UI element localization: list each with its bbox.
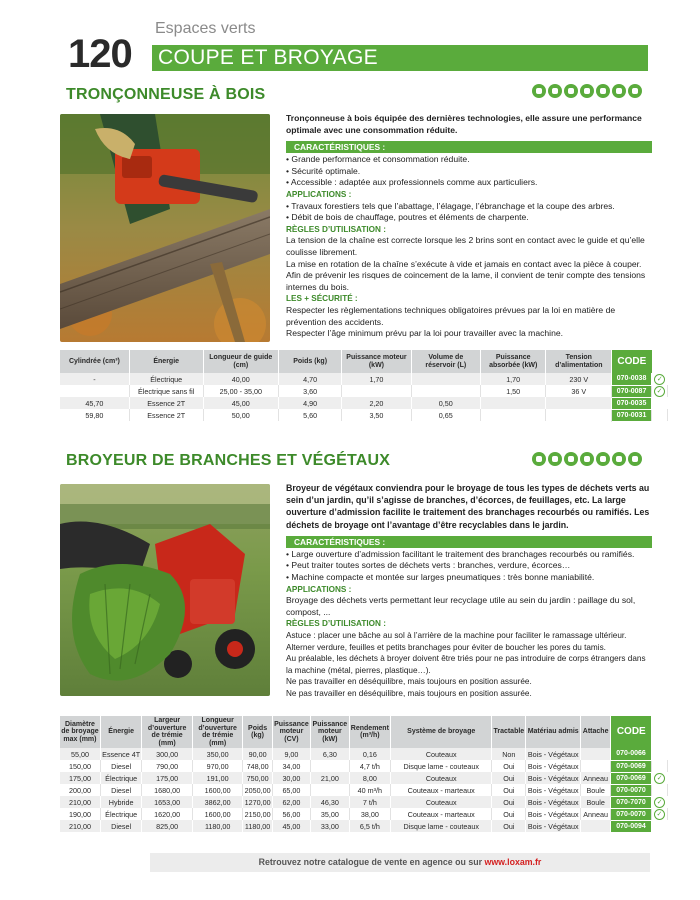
eco-mark-cell bbox=[651, 760, 667, 772]
section-label: Espaces verts bbox=[155, 20, 256, 37]
chainsaw-spec-table bbox=[60, 350, 668, 422]
table-row bbox=[60, 784, 668, 796]
boots-icon bbox=[596, 84, 610, 98]
table-cell: Couteaux - marteaux bbox=[391, 784, 492, 796]
table-cell: 825,00 bbox=[142, 820, 193, 832]
table-cell: 50,00 bbox=[203, 409, 278, 421]
table-cell: 210,00 bbox=[60, 796, 100, 808]
table-cell: 35,00 bbox=[311, 808, 349, 820]
table-cell: 200,00 bbox=[60, 784, 100, 796]
table-cell: 90,00 bbox=[243, 748, 272, 760]
table-cell bbox=[580, 760, 610, 772]
chainsaw-title: TRONÇONNEUSE À BOIS bbox=[66, 86, 266, 103]
table-cell: Bois - Végétaux bbox=[527, 797, 579, 807]
chainsaw-features-list bbox=[286, 154, 652, 189]
product-code-cell: 070-0070 bbox=[611, 784, 651, 796]
table-cell: Électrique bbox=[129, 373, 203, 385]
table-cell: 6,30 bbox=[311, 748, 349, 760]
chainsaw-rules-text: La tension de la chaîne est correcte lorsque les 2 brins sont en contact avec le guide et qu’elle coulisse librement. La mise en rotation de la chaîne s’exécute à vide et jamais en contact avec la pièce à couper. Afin de prévenir les risques de coincement de la lame, il convient de tenir compte des tensions internes du bois. bbox=[286, 235, 646, 292]
table-cell: 45,00 bbox=[272, 820, 310, 832]
table-cell: 1620,00 bbox=[142, 808, 193, 820]
product-code-cell: 070-0069 bbox=[611, 772, 651, 784]
table-cell: 36 V bbox=[546, 385, 612, 397]
table-cell: Anneau bbox=[580, 808, 610, 820]
table-row bbox=[60, 820, 668, 832]
shredder-table-body bbox=[60, 748, 668, 832]
table-cell: 21,00 bbox=[311, 772, 349, 784]
table-cell: 5,60 bbox=[279, 409, 342, 421]
table-cell: 6,5 t/h bbox=[349, 820, 391, 832]
worker-icon bbox=[628, 452, 642, 466]
table-cell: 350,00 bbox=[192, 748, 243, 760]
table-cell: Essence 2T bbox=[129, 397, 203, 409]
helmet-icon bbox=[564, 84, 578, 98]
column-header: Énergie bbox=[129, 350, 203, 373]
table-cell bbox=[342, 385, 411, 397]
ear-protection-icon bbox=[548, 452, 562, 466]
table-cell: 748,00 bbox=[243, 760, 272, 772]
table-cell: Oui bbox=[492, 784, 526, 796]
product-code-cell: 070-0031 bbox=[612, 409, 652, 421]
eco-mark-cell bbox=[652, 397, 668, 409]
table-row bbox=[60, 760, 668, 772]
table-cell: 970,00 bbox=[192, 760, 243, 772]
shredder-rules-heading: RÈGLES D’UTILISATION : bbox=[286, 619, 386, 629]
table-cell bbox=[60, 385, 129, 397]
table-cell: 46,30 bbox=[311, 796, 349, 808]
table-cell: 175,00 bbox=[60, 772, 100, 784]
eco-leaf-icon: ✓ bbox=[654, 797, 665, 808]
chainsaw-applications-list bbox=[286, 201, 652, 224]
table-cell: 62,00 bbox=[272, 796, 310, 808]
gloves-icon bbox=[580, 452, 594, 466]
column-header: Tractable bbox=[492, 716, 526, 748]
table-cell bbox=[480, 409, 545, 421]
eco-mark-cell bbox=[651, 784, 667, 796]
chainsaw-features-heading: CARACTÉRISTIQUES : bbox=[286, 141, 652, 153]
table-cell: 790,00 bbox=[142, 760, 193, 772]
column-header: Rendement (m³/h) bbox=[349, 716, 391, 748]
table-cell: 9,00 bbox=[272, 748, 310, 760]
product-code-cell: 070-0035 bbox=[612, 397, 652, 409]
page-number: 120 bbox=[68, 32, 132, 76]
column-header: Attache bbox=[580, 716, 610, 748]
column-header: Diamètre de broyage max (mm) bbox=[60, 716, 100, 748]
table-cell: Électrique sans fil bbox=[129, 385, 203, 397]
footer-link[interactable]: www.loxam.fr bbox=[484, 857, 542, 867]
shredder-description bbox=[286, 482, 652, 700]
category-header: COUPE ET BROYAGE bbox=[152, 45, 648, 71]
table-cell: 2,20 bbox=[342, 397, 411, 409]
table-cell: Boule bbox=[580, 796, 610, 808]
list-item: • Accessible : adaptée aux professionnels comme aux particuliers. bbox=[286, 177, 652, 189]
list-item: • Travaux forestiers tels que l’abattage, l’élagage, l’ébranchage et la coupe des arbres. bbox=[286, 201, 652, 213]
mask-icon bbox=[628, 84, 642, 98]
eco-mark-cell bbox=[652, 385, 668, 397]
gloves-icon bbox=[580, 84, 594, 98]
table-cell: 1180,00 bbox=[192, 820, 243, 832]
chainsaw-description bbox=[286, 113, 652, 340]
table-cell: Électrique bbox=[100, 808, 141, 820]
table-cell bbox=[411, 385, 480, 397]
table-cell: Bois - Végétaux bbox=[527, 749, 579, 759]
column-header: Volume de réservoir (L) bbox=[411, 350, 480, 373]
table-cell: 1,50 bbox=[480, 385, 545, 397]
table-cell: 30,00 bbox=[272, 772, 310, 784]
boots-icon bbox=[596, 452, 610, 466]
chainsaw-safety-heading: LES + SÉCURITÉ : bbox=[286, 294, 358, 304]
table-cell: 40,00 bbox=[203, 373, 278, 385]
ear-protection-icon bbox=[548, 84, 562, 98]
table-cell: 7 t/h bbox=[349, 796, 391, 808]
footer-text: Retrouvez notre catalogue de vente en agence ou sur bbox=[258, 857, 485, 867]
product-code-cell: 070-0087 bbox=[612, 385, 652, 397]
table-cell: 1600,00 bbox=[192, 808, 243, 820]
table-cell: 1680,00 bbox=[142, 784, 193, 796]
table-cell: 38,00 bbox=[349, 808, 391, 820]
table-cell: 25,00 - 35,00 bbox=[203, 385, 278, 397]
eco-leaf-icon: ✓ bbox=[654, 773, 665, 784]
table-cell bbox=[411, 373, 480, 385]
eco-mark-cell bbox=[651, 796, 667, 808]
eco-mark-cell bbox=[651, 772, 667, 784]
shredder-lead: Broyeur de végétaux conviendra pour le broyage de tous les types de déchets verts au sein d’un jardin, qu’il s’agisse de branches, d’écorces, de feuillages, etc. La large ouverture d’admission facilite le traitement des branchages recourbés ou ramifiés. Les déchets de broyage ont l’avantage d’être recyclables dans le jardin. bbox=[286, 483, 650, 530]
column-header: Puissance moteur (kW) bbox=[311, 716, 349, 748]
column-header-code: CODE bbox=[612, 350, 652, 373]
product-code-cell: 070-0070 bbox=[611, 808, 651, 820]
table-cell bbox=[546, 409, 612, 421]
chainsaw-safety-icons bbox=[532, 84, 642, 98]
table-cell bbox=[480, 397, 545, 409]
column-header: Matériau admis bbox=[526, 716, 581, 748]
table-cell: 59,80 bbox=[60, 409, 129, 421]
chainsaw-photo bbox=[60, 114, 270, 342]
table-cell: Oui bbox=[492, 808, 526, 820]
shredder-applications-text: Broyage des déchets verts permettant leur recyclage utile au sein du jardin : paillage du sol, compost, ... bbox=[286, 595, 636, 617]
table-cell: Anneau bbox=[580, 772, 610, 784]
table-cell bbox=[311, 760, 349, 772]
table-cell: Non bbox=[492, 748, 526, 760]
footer-banner bbox=[150, 853, 650, 872]
table-cell: Bois - Végétaux bbox=[527, 821, 579, 831]
table-cell: 1600,00 bbox=[192, 784, 243, 796]
table-cell: Couteaux - marteaux bbox=[391, 808, 492, 820]
column-header: Puissance moteur (kW) bbox=[342, 350, 411, 373]
eco-leaf-icon: ✓ bbox=[654, 374, 665, 385]
chainsaw-lead: Tronçonneuse à bois équipée des dernières technologies, elle assure une performance optimale avec une consommation réduite. bbox=[286, 113, 642, 135]
table-row bbox=[60, 808, 668, 820]
list-item: • Peut traiter toutes sortes de déchets verts : branches, verdure, écorces… bbox=[286, 560, 652, 572]
table-row bbox=[60, 373, 668, 385]
shredder-applications-heading: APPLICATIONS : bbox=[286, 584, 352, 594]
table-cell: Diesel bbox=[100, 784, 141, 796]
table-cell: Couteaux bbox=[391, 772, 492, 784]
column-header: Cylindrée (cm³) bbox=[60, 350, 129, 373]
table-cell: Bois - Végétaux bbox=[527, 761, 579, 771]
table-cell: 65,00 bbox=[272, 784, 310, 796]
list-item: • Machine compacte et montée sur larges pneumatiques : très bonne maniabilité. bbox=[286, 572, 652, 584]
table-cell: Boule bbox=[580, 784, 610, 796]
table-cell: 230 V bbox=[546, 373, 612, 385]
helmet-icon bbox=[564, 452, 578, 466]
table-cell: Électrique bbox=[100, 772, 141, 784]
table-cell: 210,00 bbox=[60, 820, 100, 832]
shredder-features-list bbox=[286, 549, 652, 584]
table-cell bbox=[580, 748, 610, 760]
table-cell: 1,70 bbox=[342, 373, 411, 385]
shredder-features-heading: CARACTÉRISTIQUES : bbox=[286, 536, 652, 548]
column-header: Longueur d’ouverture de trémie (mm) bbox=[192, 716, 243, 748]
table-cell: 1180,00 bbox=[244, 821, 271, 831]
table-cell: 0,65 bbox=[411, 409, 480, 421]
goggles-icon bbox=[532, 452, 546, 466]
column-header: Puissance absorbée (kW) bbox=[480, 350, 545, 373]
chainsaw-applications-heading: APPLICATIONS : bbox=[286, 189, 352, 199]
list-item: • Grande performance et consommation réduite. bbox=[286, 154, 652, 166]
column-header-code: CODE bbox=[611, 716, 651, 748]
table-cell bbox=[311, 784, 349, 796]
table-cell: 191,00 bbox=[192, 772, 243, 784]
column-header: Tension d’alimentation bbox=[546, 350, 612, 373]
column-header: Énergie bbox=[100, 716, 141, 748]
column-header: Poids (kg) bbox=[279, 350, 342, 373]
table-cell: Hybride bbox=[100, 796, 141, 808]
table-cell: Oui bbox=[492, 820, 526, 832]
table-row bbox=[60, 772, 668, 784]
table-cell: 4,90 bbox=[279, 397, 342, 409]
column-header: Poids (kg) bbox=[243, 716, 272, 748]
table-cell: 175,00 bbox=[142, 772, 193, 784]
table-row bbox=[60, 385, 668, 397]
shredder-safety-icons bbox=[532, 452, 642, 466]
table-cell: 4,7 t/h bbox=[349, 760, 391, 772]
table-cell: Diesel bbox=[100, 820, 141, 832]
table-cell: 4,70 bbox=[279, 373, 342, 385]
eco-leaf-icon: ✓ bbox=[654, 386, 665, 397]
eco-mark-cell bbox=[651, 748, 667, 760]
chainsaw-rules-heading: RÈGLES D’UTILISATION : bbox=[286, 224, 386, 234]
table-cell: 1270,00 bbox=[244, 797, 271, 807]
table-cell: Disque lame - couteaux bbox=[391, 760, 492, 772]
table-row bbox=[60, 796, 668, 808]
chainsaw-table-body bbox=[60, 373, 668, 421]
table-cell: 33,00 bbox=[311, 820, 349, 832]
table-cell: Diesel bbox=[100, 760, 141, 772]
table-cell: 750,00 bbox=[243, 772, 272, 784]
table-cell: Bois - Végétaux bbox=[527, 809, 579, 819]
table-row bbox=[60, 409, 668, 421]
table-cell: 8,00 bbox=[349, 772, 391, 784]
table-cell: Bois - Végétaux bbox=[527, 773, 579, 783]
table-cell: 300,00 bbox=[142, 748, 193, 760]
table-cell: Couteaux bbox=[391, 748, 492, 760]
eco-mark-cell bbox=[651, 820, 667, 832]
shredder-spec-table bbox=[60, 716, 668, 833]
table-cell: 55,00 bbox=[60, 748, 100, 760]
table-cell: Couteaux bbox=[391, 796, 492, 808]
product-code-cell: 070-0094 bbox=[611, 820, 651, 832]
table-cell: Oui bbox=[492, 772, 526, 784]
shredder-title: BROYEUR DE BRANCHES ET VÉGÉTAUX bbox=[66, 452, 391, 469]
table-cell: 150,00 bbox=[60, 760, 100, 772]
list-item: • Large ouverture d’admission facilitant le traitement des branchages recourbés ou ramifiés. bbox=[286, 549, 652, 561]
table-cell: 40 m³/h bbox=[349, 784, 391, 796]
table-cell: 2050,00 bbox=[244, 785, 271, 795]
table-cell: Disque lame - couteaux bbox=[391, 820, 492, 832]
table-cell: 0,16 bbox=[349, 748, 391, 760]
column-header-mark bbox=[652, 350, 668, 373]
eco-leaf-icon: ✓ bbox=[654, 809, 665, 820]
column-header-mark bbox=[651, 716, 667, 748]
table-cell: Essence 4T bbox=[102, 749, 141, 759]
shredder-photo bbox=[60, 484, 270, 696]
column-header: Puissance moteur (CV) bbox=[272, 716, 310, 748]
table-cell: Essence 2T bbox=[129, 409, 203, 421]
table-cell: Bois - Végétaux bbox=[527, 785, 579, 795]
column-header: Largeur d’ouverture de trémie (mm) bbox=[142, 716, 193, 748]
list-item: • Débit de bois de chauffage, poutres et éléments de charpente. bbox=[286, 212, 652, 224]
table-cell: 0,50 bbox=[411, 397, 480, 409]
table-cell: 2150,00 bbox=[244, 809, 271, 819]
chainsaw-trousers-icon bbox=[612, 84, 626, 98]
product-code-cell: 070-0066 bbox=[611, 748, 651, 760]
eco-mark-cell bbox=[651, 808, 667, 820]
table-cell: 34,00 bbox=[272, 760, 310, 772]
table-cell bbox=[580, 820, 610, 832]
table-cell: 3,60 bbox=[279, 385, 342, 397]
column-header: Longueur de guide (cm) bbox=[203, 350, 278, 373]
table-cell: 45,00 bbox=[203, 397, 278, 409]
table-cell: 45,70 bbox=[60, 397, 129, 409]
eco-mark-cell bbox=[652, 373, 668, 385]
chainsaw-safety-text: Respecter les règlementations techniques obligatoires prévues par la loi en matière de prévention des accidents. Respecter l’âge minimum prévu par la loi pour travailler avec la machine. bbox=[286, 304, 616, 339]
goggles-icon bbox=[532, 84, 546, 98]
product-code-cell: 070-7070 bbox=[611, 796, 651, 808]
table-cell: Oui bbox=[492, 796, 526, 808]
table-cell: 3,50 bbox=[342, 409, 411, 421]
mask-icon bbox=[612, 452, 626, 466]
table-cell: 56,00 bbox=[272, 808, 310, 820]
table-row bbox=[60, 397, 668, 409]
table-cell bbox=[546, 397, 612, 409]
table-cell: 1,70 bbox=[480, 373, 545, 385]
eco-mark-cell bbox=[652, 409, 668, 421]
table-cell: 3862,00 bbox=[192, 796, 243, 808]
product-code-cell: 070-0069 bbox=[611, 760, 651, 772]
table-row bbox=[60, 748, 668, 760]
column-header: Système de broyage bbox=[391, 716, 492, 748]
shredder-rules-text: Astuce : placer une bâche au sol à l’arrière de la machine pour faciliter le ramassage ultérieur. Alterner verdure, feuilles et petits branchages pour éviter de boucher les pores du tamis. Au préalable, les déchets à broyer doivent être triés pour ne pas introduire de corps étrangers dans la machine (métal, pierres, plastique…). Ne pas travailler en déséquilibre, mais toujours en position assurée. Ne pas travailler en déséquilibre, mais toujours en position assurée. bbox=[286, 630, 646, 698]
product-code-cell: 070-0038 bbox=[612, 373, 652, 385]
table-cell: Oui bbox=[492, 760, 526, 772]
table-cell: 1653,00 bbox=[142, 796, 193, 808]
table-cell: - bbox=[60, 373, 129, 385]
list-item: • Sécurité optimale. bbox=[286, 166, 652, 178]
table-cell: 190,00 bbox=[60, 808, 100, 820]
